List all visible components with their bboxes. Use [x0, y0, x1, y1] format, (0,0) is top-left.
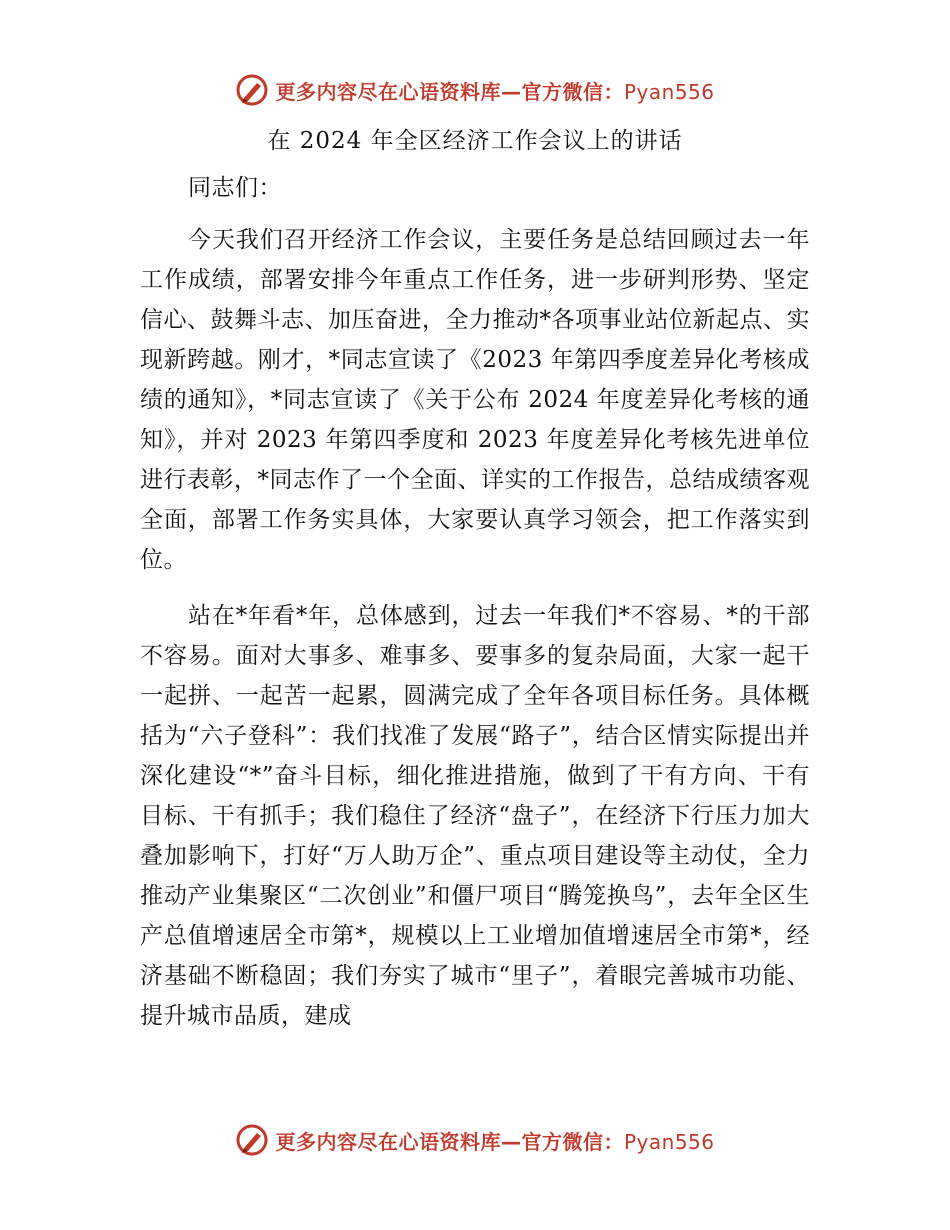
watermark-wechat-id: Pyan556 [623, 79, 715, 104]
footer-watermark [0, 1120, 950, 1160]
watermark-wechat-id: Pyan556 [623, 1129, 715, 1154]
document-body [140, 168, 810, 1052]
watermark-text: 更多内容尽在心语资料库—官方微信：Pyan556 [275, 1129, 715, 1154]
pen-circle-logo-icon [235, 73, 269, 107]
watermark-text: 更多内容尽在心语资料库—官方微信：Pyan556 [275, 79, 715, 104]
pen-circle-logo-icon [235, 1123, 269, 1157]
header-watermark [0, 70, 950, 110]
paragraph-1: 今天我们召开经济工作会议，主要任务是总结回顾过去一年工作成绩，部署安排今年重点工作任务，进一步研判形势、坚定信心、鼓舞斗志、加压奋进，全力推动*各项事业站位新起点、实现新跨越。刚才，*同志宣读了《2023 年第四季度差异化考核成绩的通知》，*同志宣读了《关于公布 2024 年度差异化考核的通知》，并对 2023 年第四季度和 2023 年度差异化考核先进单位进行表彰，*同志作了一个全面、详实的工作报告，总结成绩客观全面，部署工作务实具体，大家要认真学习领会，把工作落实到位。 [140, 227, 810, 573]
document-title: 在 2024 年全区经济工作会议上的讲话 [267, 128, 683, 154]
paragraph-2: 站在*年看*年，总体感到，过去一年我们*不容易、*的干部不容易。面对大事多、难事多、要事多的复杂局面，大家一起干一起拼、一起苦一起累，圆满完成了全年各项目标任务。具体概括为“六子登科”：我们找准了发展“路子”，结合区情实际提出并深化建设“*”奋斗目标，细化推进措施，做到了干有方向、干有目标、干有抓手；我们稳住了经济“盘子”，在经济下行压力加大叠加影响下，打好“万人助万企”、重点项目建设等主动仗，全力推动产业集聚区“二次创业”和僵尸项目“腾笼换鸟”，去年全区生产总值增速居全市第*，规模以上工业增加值增速居全市第*，经济基础不断稳固；我们夯实了城市“里子”，着眼完善城市功能、提升城市品质，建成 [140, 603, 810, 1029]
greeting: 同志们： [188, 175, 282, 201]
